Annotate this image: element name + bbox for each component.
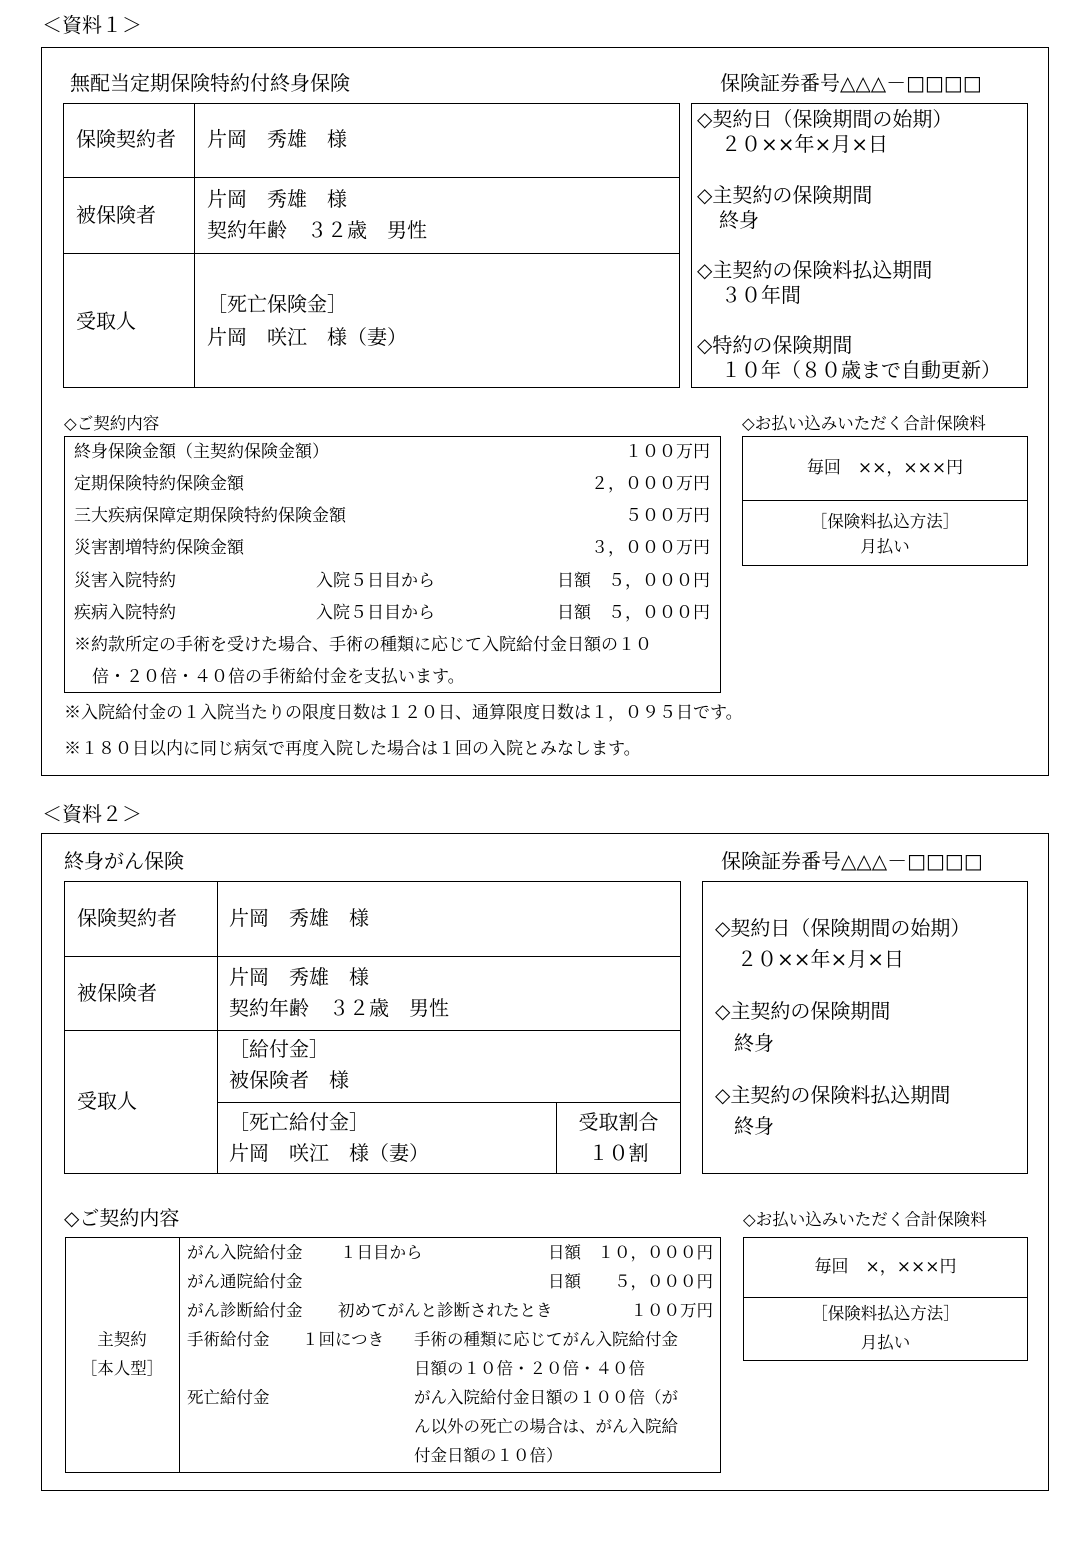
doc1-contents-label: ◇ご契約内容 <box>64 414 160 433</box>
doc1-row-divider <box>63 177 680 178</box>
doc2-row-divider <box>217 1102 681 1103</box>
doc1-hospital-cond: 入院５日目から <box>316 603 435 623</box>
doc2-main-type: ［本人型］ <box>80 1359 164 1378</box>
doc1-row-amount: ３，０００万円 <box>591 538 710 558</box>
doc2-heading: ＜資料２＞ <box>42 802 142 826</box>
doc2-benefit-name: 手術給付金 <box>187 1330 270 1349</box>
doc2-benefit-name: がん診断給付金 <box>187 1301 303 1320</box>
doc1-row-amount: ５００万円 <box>625 506 710 526</box>
doc2-premium-divider <box>743 1297 1028 1298</box>
doc2-premium-amount: 毎回 ×，×××円 <box>814 1257 957 1277</box>
doc1-premium-label: ◇お払い込みいただく合計保険料 <box>742 414 986 433</box>
doc1-insured-name: 片岡 秀雄 様 <box>207 187 347 211</box>
doc2-benefit-amount: 日額 ５，０００円 <box>548 1272 713 1291</box>
doc2-contractor-name: 片岡 秀雄 様 <box>229 906 369 930</box>
doc1-heading: ＜資料１＞ <box>42 13 142 37</box>
doc1-premium-amount: 毎回 ××，×××円 <box>806 458 964 478</box>
doc2-method-value: 月払い <box>860 1333 911 1352</box>
doc2-death-type: ［死亡給付金］ <box>229 1110 369 1134</box>
doc2-start-label: ◇契約日（保険期間の始期） <box>715 916 971 940</box>
doc2-benefit-amount: １００万円 <box>630 1301 713 1320</box>
doc2-party-divider <box>217 881 218 1174</box>
doc2-contents-label: ◇ご契約内容 <box>64 1206 180 1230</box>
doc2-contractor-label: 保険契約者 <box>77 906 177 930</box>
doc1-hospital-name: 災害入院特約 <box>74 571 176 591</box>
doc1-hospital-amount: 日額 ５，０００円 <box>557 603 710 623</box>
doc2-benefit-detail: 手術の種類に応じてがん入院給付金 <box>414 1330 678 1349</box>
doc2-main-label: 主契約 <box>97 1330 147 1349</box>
doc2-method-label: ［保険料払込方法］ <box>811 1304 960 1323</box>
doc1-contractor-label: 保険契約者 <box>76 127 176 151</box>
doc1-rider-value: １０年（８０歳まで自動更新） <box>721 358 1001 382</box>
doc2-period-value: 終身 <box>734 1031 774 1055</box>
doc1-party-divider <box>194 103 195 388</box>
doc1-period-label: ◇主契約の保険期間 <box>697 183 873 207</box>
doc2-policy-number: 保険証券番号△△△－□□□□ <box>721 849 983 873</box>
doc2-beneficiary-label: 受取人 <box>77 1089 137 1113</box>
doc2-share-label: 受取割合 <box>578 1110 659 1134</box>
doc1-rider-label: ◇特約の保険期間 <box>697 333 853 357</box>
doc1-footnote: ※１８０日以内に同じ病気で再度入院した場合は１回の入院とみなします。 <box>64 739 641 759</box>
doc2-insured-label: 被保険者 <box>77 981 157 1005</box>
doc2-benefit-detail: ん以外の死亡の場合は、がん入院給 <box>414 1417 678 1436</box>
doc1-period-value: 終身 <box>719 208 759 232</box>
doc2-benefit-name: 被保険者 様 <box>229 1068 349 1092</box>
doc1-hospital-name: 疾病入院特約 <box>74 603 176 623</box>
doc1-row-amount: １００万円 <box>625 442 710 462</box>
doc1-beneficiary-type: ［死亡保険金］ <box>207 292 347 316</box>
doc1-row-name: 終身保険金額（主契約保険金額） <box>74 442 329 462</box>
doc1-premium-divider <box>742 500 1028 501</box>
doc1-surgery-note: ※約款所定の手術を受けた場合、手術の種類に応じて入院給付金日額の１０ <box>74 635 652 655</box>
doc1-row-name: 三大疾病保障定期保険特約保険金額 <box>74 506 346 526</box>
doc2-benefit-name: がん入院給付金 <box>187 1243 303 1262</box>
doc2-row-divider <box>64 1030 681 1031</box>
doc2-insured-age: 契約年齢 ３２歳 男性 <box>229 996 449 1020</box>
doc2-row-divider <box>64 956 681 957</box>
doc2-share-value: １０割 <box>588 1141 649 1165</box>
doc2-payment-label: ◇主契約の保険料払込期間 <box>715 1083 951 1107</box>
doc2-insured-name: 片岡 秀雄 様 <box>229 965 369 989</box>
doc1-start-label: ◇契約日（保険期間の始期） <box>697 107 953 131</box>
doc2-benefit-detail: 日額の１０倍・２０倍・４０倍 <box>414 1359 645 1378</box>
doc1-payment-value: ３０年間 <box>721 283 801 307</box>
doc1-hospital-cond: 入院５日目から <box>316 571 435 591</box>
doc1-payment-label: ◇主契約の保険料払込期間 <box>697 258 933 282</box>
doc1-method-label: ［保険料払込方法］ <box>810 512 960 531</box>
doc2-premium-label: ◇お払い込みいただく合計保険料 <box>743 1210 987 1229</box>
doc1-method-value: 月払い <box>860 537 910 556</box>
doc1-row-name: 災害割増特約保険金額 <box>74 538 244 558</box>
doc1-row-amount: ２，０００万円 <box>591 474 710 494</box>
doc2-period-label: ◇主契約の保険期間 <box>715 999 891 1023</box>
doc1-footnote: ※入院給付金の１入院当たりの限度日数は１２０日、通算限度日数は１，０９５日です。 <box>64 703 743 723</box>
doc2-start-value: ２０××年×月×日 <box>737 947 905 971</box>
doc2-benefit-cond: 初めてがんと診断されたとき <box>338 1301 553 1320</box>
doc2-product-title: 終身がん保険 <box>64 849 184 873</box>
doc1-contractor-name: 片岡 秀雄 様 <box>207 127 347 151</box>
doc2-benefit-detail: 付金日額の１０倍） <box>414 1446 563 1465</box>
doc1-policy-number: 保険証券番号△△△－□□□□ <box>720 71 982 95</box>
doc1-beneficiary-label: 受取人 <box>76 309 136 333</box>
doc2-payment-value: 終身 <box>734 1114 774 1138</box>
doc1-insured-label: 被保険者 <box>76 203 156 227</box>
doc2-benefit-name: がん通院給付金 <box>187 1272 303 1291</box>
doc1-surgery-note-cont: 倍・２０倍・４０倍の手術給付金を支払います。 <box>92 667 465 687</box>
doc2-benefit-detail: がん入院給付金日額の１００倍（が <box>414 1388 678 1407</box>
doc2-death-name: 片岡 咲江 様（妻） <box>229 1141 429 1165</box>
doc2-benefit-name: 死亡給付金 <box>187 1388 270 1407</box>
doc1-product-title: 無配当定期保険特約付終身保険 <box>70 71 350 95</box>
doc2-benefit-amount: 日額 １０，０００円 <box>548 1243 713 1262</box>
doc1-row-name: 定期保険特約保険金額 <box>74 474 244 494</box>
doc1-row-divider <box>63 253 680 254</box>
doc2-benefit-cond: １日目から <box>340 1243 423 1262</box>
doc1-hospital-amount: 日額 ５，０００円 <box>557 571 710 591</box>
doc2-benefit-type: ［給付金］ <box>229 1037 329 1061</box>
doc1-beneficiary-name: 片岡 咲江 様（妻） <box>207 325 407 349</box>
doc1-start-value: ２０××年×月×日 <box>721 132 889 156</box>
doc1-insured-age: 契約年齢 ３２歳 男性 <box>207 218 427 242</box>
doc2-contents-divider <box>179 1237 180 1473</box>
doc2-benefit-cond: １回につき <box>302 1330 385 1349</box>
